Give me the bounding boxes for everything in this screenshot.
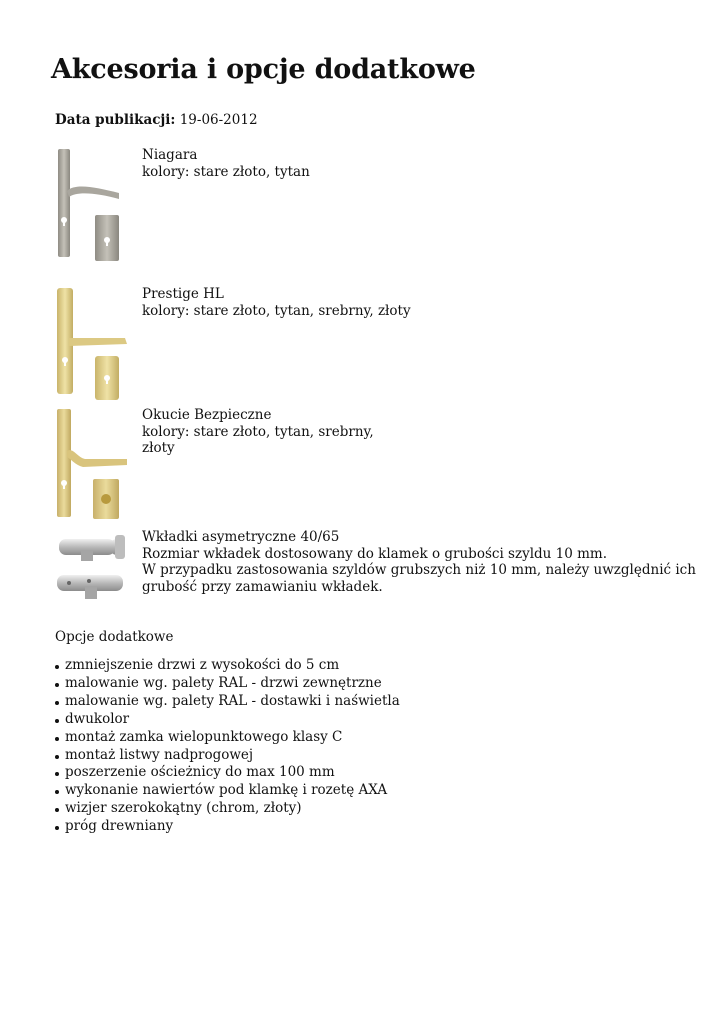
options-title: Opcje dodatkowe — [55, 629, 174, 645]
publication-label: Data publikacji: — [55, 112, 176, 128]
product-name: Wkładki asymetryczne 40/65 — [142, 529, 340, 545]
product-wkladki — [55, 529, 696, 611]
list-item: wizjer szerokokątny (chrom, złoty) — [55, 800, 400, 818]
page-title: Akcesoria i opcje dodatkowe — [51, 54, 476, 85]
list-item: wykonanie nawiertów pod klamkę i rozetę AXA — [55, 782, 400, 800]
product-okucie-bezpieczne — [55, 407, 675, 525]
options-list — [55, 657, 400, 836]
product-name: Okucie Bezpieczne — [142, 407, 272, 423]
product-text — [142, 407, 374, 457]
list-item: montaż zamka wielopunktowego klasy C — [55, 729, 400, 747]
product-text — [142, 147, 310, 180]
product-name: Niagara — [142, 147, 198, 163]
product-text — [142, 286, 411, 319]
product-desc: W przypadku zastosowania szyldów grubszych niż 10 mm, należy uwzględnić ich — [142, 562, 696, 578]
door-handle-icon — [55, 147, 125, 265]
product-desc: kolory: stare złoto, tytan, srebrny, złoty — [142, 302, 411, 319]
product-desc: złoty — [142, 440, 175, 456]
list-item: malowanie wg. palety RAL - dostawki i naświetla — [55, 693, 400, 711]
publication-date — [55, 112, 258, 128]
product-prestige-hl — [55, 286, 675, 406]
lock-cylinder-icon — [55, 529, 127, 609]
product-niagara — [55, 147, 675, 267]
list-item: próg drewniany — [55, 818, 400, 836]
list-item: zmniejszenie drzwi z wysokości do 5 cm — [55, 657, 400, 675]
list-item: poszerzenie ościeżnicy do max 100 mm — [55, 764, 400, 782]
door-handle-icon — [55, 286, 133, 404]
product-desc: kolory: stare złoto, tytan, srebrny, — [142, 423, 374, 440]
product-desc: Rozmiar wkładek dostosowany do klamek o grubości szyldu 10 mm. — [142, 545, 608, 562]
publication-date-value: 19-06-2012 — [179, 112, 258, 128]
product-text — [142, 529, 696, 595]
list-item: montaż listwy nadprogowej — [55, 747, 400, 765]
list-item: malowanie wg. palety RAL - drzwi zewnętrzne — [55, 675, 400, 693]
list-item: dwukolor — [55, 711, 400, 729]
product-name: Prestige HL — [142, 286, 224, 302]
product-desc: grubość przy zamawianiu wkładek. — [142, 578, 383, 595]
product-desc: kolory: stare złoto, tytan — [142, 163, 310, 180]
door-handle-icon — [55, 407, 133, 521]
